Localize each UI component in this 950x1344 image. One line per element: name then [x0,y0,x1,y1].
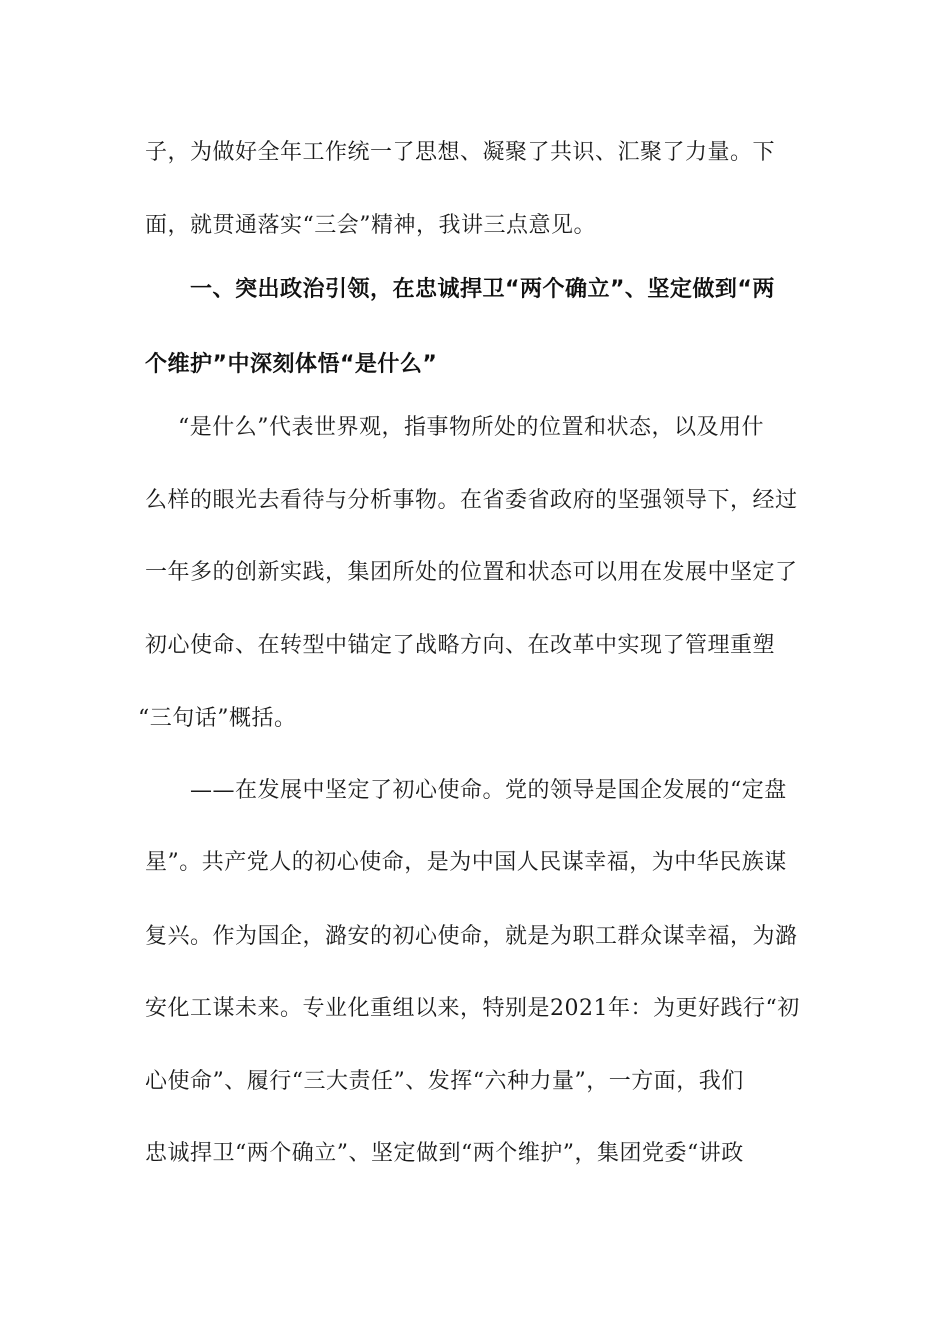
body-text-line: 忠诚捍卫“两个确立”、坚定做到“两个维护”，集团党委“讲政 [145,1141,744,1166]
body-text-line: 安化工谋未来。专业化重组以来，特别是2021年：为更好践行“初 [145,996,800,1021]
section-heading-line: 一、突出政治引领，在忠诚捍卫“两个确立”、坚定做到“两 [190,277,775,302]
body-text-line: 子，为做好全年工作统一了思想、凝聚了共识、汇聚了力量。下 [145,140,776,165]
body-text-line: ——在发展中坚定了初心使命。党的领导是国企发展的“定盘 [190,778,787,803]
body-text-line: 面，就贯通落实“三会”精神，我讲三点意见。 [145,213,596,238]
body-text-line: “三句话”概括。 [138,706,297,731]
body-text-line: 复兴。作为国企，潞安的初心使命，就是为职工群众谋幸福，为潞 [145,924,798,949]
body-text-line: 初心使命、在转型中锚定了战略方向、在改革中实现了管理重塑 [145,633,776,658]
section-heading-line: 个维护”中深刻体悟“是什么” [145,352,438,377]
body-text-line: “是什么”代表世界观，指事物所处的位置和状态，以及用什 [178,415,764,440]
body-text-line: 么样的眼光去看待与分析事物。在省委省政府的坚强领导下，经过 [145,488,798,513]
body-text-line: 星”。共产党人的初心使命，是为中国人民谋幸福，为中华民族谋 [145,850,787,875]
body-text-line: 心使命”、履行“三大责任”、发挥“六种力量”，一方面，我们 [145,1069,744,1094]
body-text-line: 一年多的创新实践，集团所处的位置和状态可以用在发展中坚定了 [145,560,798,585]
